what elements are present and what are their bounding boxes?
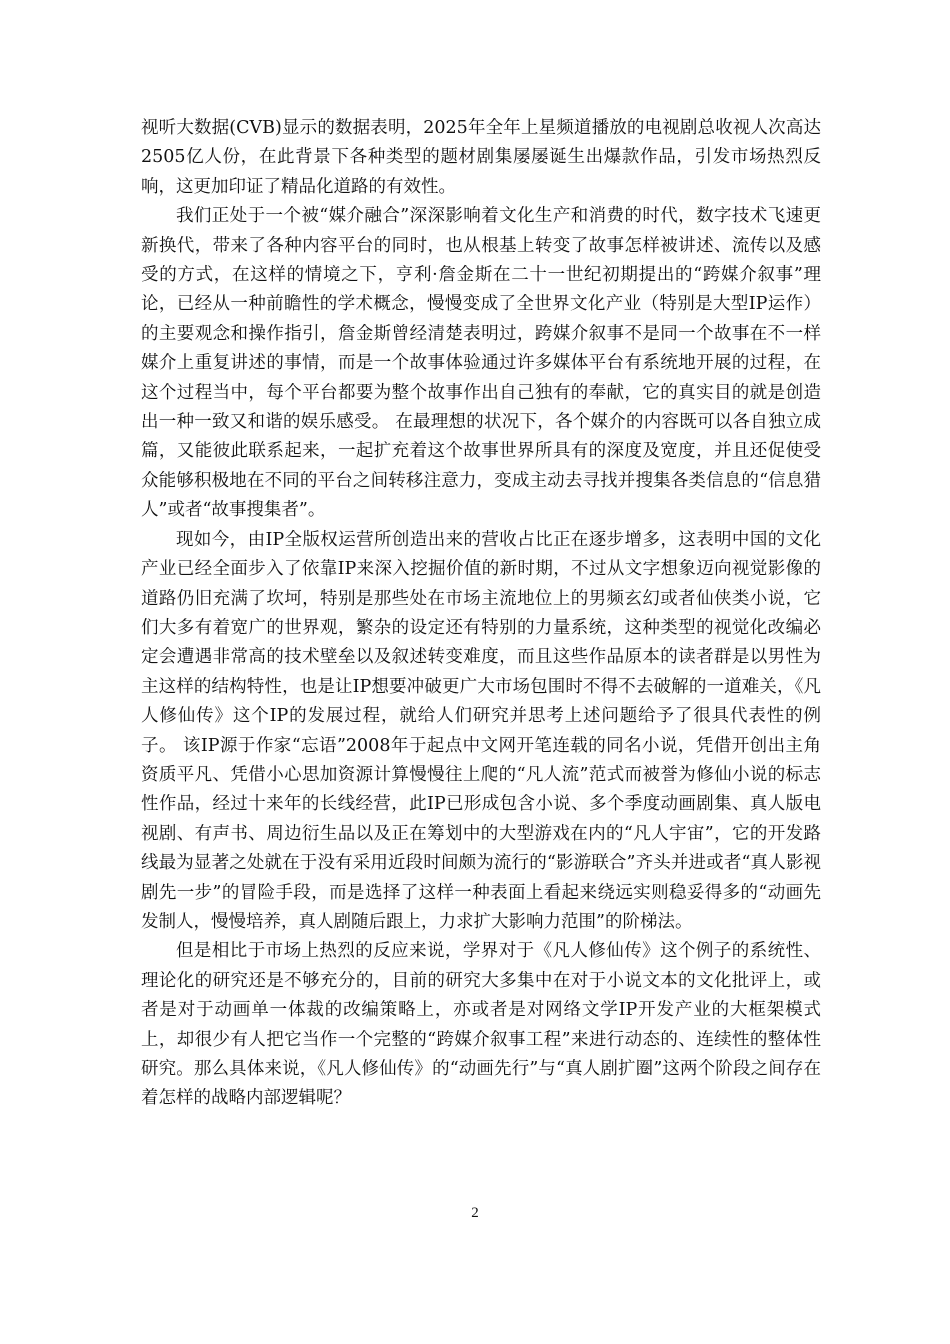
page-number: 2 <box>471 1205 479 1221</box>
paragraph-research-gap: 但是相比于市场上热烈的反应来说，学界对于《凡人修仙传》这个例子的系统性、理论化的研究还是不够充分的，目前的研究大多集中在对于小说文本的文化批评上，或者是对于动画单一体裁的改编策略上，亦或者是对网络文学IP开发产业的大框架模式上，却很少有人把它当作一个完整的“跨媒介叙事工程”来进行动态的、连续性的整体性研究。那么具体来说，《凡人修仙传》的“动画先行”与“真人剧扩圈”这两个阶段之间存在着怎样的战略内部逻辑呢？ <box>141 941 821 1109</box>
body-text <box>141 114 821 1114</box>
paragraph-continued: 视听大数据(CVB)显示的数据表明，2025年全年上星频道播放的电视剧总收视人次高达2505亿人份，在此背景下各种类型的题材剧集屡屡诞生出爆款作品，引发市场热烈反响，这更加印证了精品化道路的有效性。 <box>141 118 821 197</box>
paragraph-media-convergence: 我们正处于一个被“媒介融合”深深影响着文化生产和消费的时代，数字技术飞速更新换代，带来了各种内容平台的同时，也从根基上转变了故事怎样被讲述、流传以及感受的方式，在这样的情境之下，亨利·詹金斯在二十一世纪初期提出的“跨媒介叙事”理论，已经从一种前瞻性的学术概念，慢慢变成了全世界文化产业（特别是大型IP运作）的主要观念和操作指引，詹金斯曾经清楚表明过，跨媒介叙事不是同一个故事在不一样媒介上重复讲述的事情，而是一个故事体验通过许多媒体平台有系统地开展的过程，在这个过程当中，每个平台都要为整个故事作出自己独有的奉献，它的真实目的就是创造出一种一致又和谐的娱乐感受。 在最理想的状况下，各个媒介的内容既可以各自独立成篇，又能彼此联系起来，一起扩充着这个故事世界所具有的深度及宽度，并且还促使受众能够积极地在不同的平台之间转移注意力，变成主动去寻找并搜集各类信息的“信息猎人”或者“故事搜集者”。 <box>141 206 821 521</box>
paragraph-ip-development: 现如今，由IP全版权运营所创造出来的营收占比正在逐步增多，这表明中国的文化产业已经全面步入了依靠IP来深入挖掘价值的新时期，不过从文字想象迈向视觉影像的道路仍旧充满了坎坷，特别是那些处在市场主流地位上的男频玄幻或者仙侠类小说，它们大多有着宽广的世界观，繁杂的设定还有特别的力量系统，这种类型的视觉化改编必定会遭遇非常高的技术壁垒以及叙述转变难度，而且这些作品原本的读者群是以男性为主这样的结构特性，也是让IP想要冲破更广大市场包围时不得不去破解的一道难关，《凡人修仙传》这个IP的发展过程，就给人们研究并思考上述问题给予了很具代表性的例子。 该IP源于作家“忘语”2008年于起点中文网开笔连载的同名小说，凭借开创出主角资质平凡、凭借小心思加资源计算慢慢往上爬的“凡人流”范式而被誉为修仙小说的标志性作品，经过十来年的长线经营，此IP已形成包含小说、多个季度动画剧集、真人版电视剧、有声书、周边衍生品以及正在筹划中的大型游戏在内的“凡人宇宙”，它的开发路线最为显著之处就在于没有采用近段时间颇为流行的“影游联合”齐头并进或者“真人影视剧先一步”的冒险手段，而是选择了这样一种表面上看起来绕远实则稳妥得多的“动画先发制人，慢慢培养，真人剧随后跟上，力求扩大影响力范围”的阶梯法。 <box>141 529 821 932</box>
